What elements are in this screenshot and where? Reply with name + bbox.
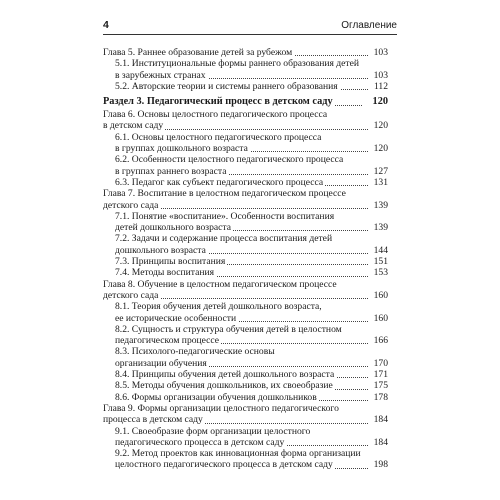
toc-chapter-line <box>103 414 388 425</box>
toc-entry-text: Глава 9. Формы организации целостного педагогического <box>103 402 339 414</box>
toc-chapter-line <box>103 279 388 290</box>
toc-page-number: 151 <box>373 256 388 268</box>
toc-entry-text: 8.4. Принципы обучения детей дошкольного возраста <box>115 369 335 381</box>
toc-entry-text: процесса в детском саду <box>103 414 203 426</box>
toc-entry-text: ее исторические особенности <box>115 312 237 324</box>
toc-page-number: 175 <box>373 380 388 392</box>
toc-sub-line <box>103 426 388 437</box>
toc-page-number: 184 <box>373 436 388 448</box>
toc-sub-line <box>103 58 388 69</box>
toc-sub-line <box>103 143 388 154</box>
toc-entry-text: дошкольного возраста <box>115 244 206 256</box>
toc-entry-text: в группах раннего возраста <box>115 165 227 177</box>
running-head <box>103 19 397 35</box>
toc-sub-line <box>103 301 388 312</box>
toc-sub-line <box>103 346 388 357</box>
toc-sub-line <box>103 392 388 403</box>
toc-entry-text: в детском саду <box>103 120 164 132</box>
toc-sub-line <box>103 267 388 278</box>
toc-page-number: 120 <box>373 120 388 132</box>
toc-entry-text: в группах дошкольного возраста <box>115 143 248 155</box>
toc-chapter-line <box>103 290 388 301</box>
toc-sub-line <box>103 459 388 470</box>
toc-page-number: 198 <box>373 459 388 471</box>
toc-page-number: 166 <box>373 335 388 347</box>
toc-entry-text: в зарубежных странах <box>115 69 206 81</box>
toc-sub-line <box>103 324 388 335</box>
toc-entry-text: 5.2. Авторские теории и системы раннего образования <box>115 80 338 92</box>
toc-sub-line <box>103 369 388 380</box>
toc-entry-text: 7.4. Методы воспитания <box>115 267 215 279</box>
toc-entry-text: организации обучения <box>115 357 207 369</box>
toc-entry-text: Глава 6. Основы целостного педагогического процесса <box>103 109 328 121</box>
toc-page-number: 103 <box>373 47 388 58</box>
toc-entry-text: 6.3. Педагог как субъект педагогического процесса <box>115 176 324 188</box>
toc-entry-text: 6.1. Основы целостного педагогического процесса <box>115 131 322 143</box>
toc-entry-text: 7.3. Принципы воспитания <box>115 256 226 268</box>
toc-sub-line <box>103 154 388 165</box>
toc-entry-text: Глава 7. Воспитание в целостном педагогическом процессе <box>103 188 346 200</box>
toc-chapter-line <box>103 109 388 120</box>
toc-entry-text: Глава 5. Раннее образование детей за рубежом <box>103 47 293 58</box>
toc-page-number: 160 <box>373 289 388 301</box>
toc-page-number: 139 <box>373 199 388 211</box>
toc-page-number: 160 <box>373 312 388 324</box>
toc-entry-text: 8.3. Психолого-педагогические основы <box>115 346 275 358</box>
toc-sub-line <box>103 233 388 244</box>
toc-entry-text: детей дошкольного возраста <box>115 222 231 234</box>
page-number: 4 <box>103 19 109 31</box>
toc-entry-text: целостного педагогического процесса в детском саду <box>115 459 333 471</box>
toc-entry-text: Глава 8. Обучение в целостном педагогическом процессе <box>103 278 337 290</box>
running-head-title: Оглавление <box>341 20 397 31</box>
toc-entry-text: 7.2. Задачи и содержание процесса воспитания детей <box>115 233 333 245</box>
toc-sub-line <box>103 335 388 346</box>
toc-chapter-line <box>103 120 388 131</box>
toc-page-number: 139 <box>373 222 388 234</box>
toc-entry-text: Раздел 3. Педагогический процесс в детском саду <box>103 96 333 108</box>
toc-sub-line <box>103 358 388 369</box>
toc-entry-text: 8.5. Методы обучения дошкольников, их своеобразие <box>115 380 333 392</box>
toc-section-line <box>103 96 388 108</box>
toc-entry-text: 9.1. Своеобразие форм организации целостного <box>115 425 311 437</box>
toc-sub-line <box>103 245 388 256</box>
toc-entry-text: педагогического процесса в детском саду <box>115 436 285 448</box>
toc-sub-line <box>103 177 388 188</box>
toc-sub-line <box>103 81 388 92</box>
toc-chapter-line <box>103 47 388 58</box>
toc-chapter-line <box>103 188 388 199</box>
toc-chapter-line <box>103 200 388 211</box>
toc-page-number: 144 <box>373 244 388 256</box>
toc-sub-line <box>103 132 388 143</box>
toc-sub-line <box>103 222 388 233</box>
toc-sub-line <box>103 448 388 459</box>
toc-page-number: 184 <box>373 414 388 426</box>
toc-entry-text: 8.2. Сущность и структура обучения детей в целостном <box>115 323 342 335</box>
toc-page-number: 120 <box>372 96 388 108</box>
toc-entry-text: 5.1. Институциональные формы раннего образования детей <box>115 58 360 70</box>
toc-sub-line <box>103 70 388 81</box>
toc-entry-text: детского сада <box>103 289 159 301</box>
toc-entry-text: 7.1. Понятие «воспитание». Особенности воспитания <box>115 210 335 222</box>
toc-sub-line <box>103 166 388 177</box>
toc-entry-text: 8.6. Формы организации обучения дошкольников <box>115 391 317 403</box>
toc-sub-line <box>103 437 388 448</box>
toc-entry-text: 9.2. Метод проектов как инновационная форма организации <box>115 448 361 460</box>
toc-page-number: 178 <box>373 391 388 403</box>
toc-page-number: 127 <box>373 165 388 177</box>
toc-sub-line <box>103 380 388 391</box>
toc-entry-text: педагогическом процессе <box>115 335 220 347</box>
toc-page-number: 170 <box>373 357 388 369</box>
toc-sub-line <box>103 256 388 267</box>
toc-sub-line <box>103 313 388 324</box>
toc-page-number: 120 <box>373 143 388 155</box>
toc-chapter-line <box>103 403 388 414</box>
toc-page-number: 103 <box>373 69 388 81</box>
toc-entry-text: 6.2. Особенности целостного педагогического процесса <box>115 154 344 166</box>
toc-entry-text: детского сада <box>103 199 159 211</box>
toc-page-number: 153 <box>373 267 388 279</box>
toc-page-number: 171 <box>373 369 388 381</box>
toc-entry-text: 8.1. Теория обучения детей дошкольного возраста, <box>115 301 322 313</box>
toc-page-number: 131 <box>373 176 388 188</box>
toc-page-number: 112 <box>373 80 388 92</box>
toc-sub-line <box>103 211 388 222</box>
table-of-contents <box>103 47 388 471</box>
